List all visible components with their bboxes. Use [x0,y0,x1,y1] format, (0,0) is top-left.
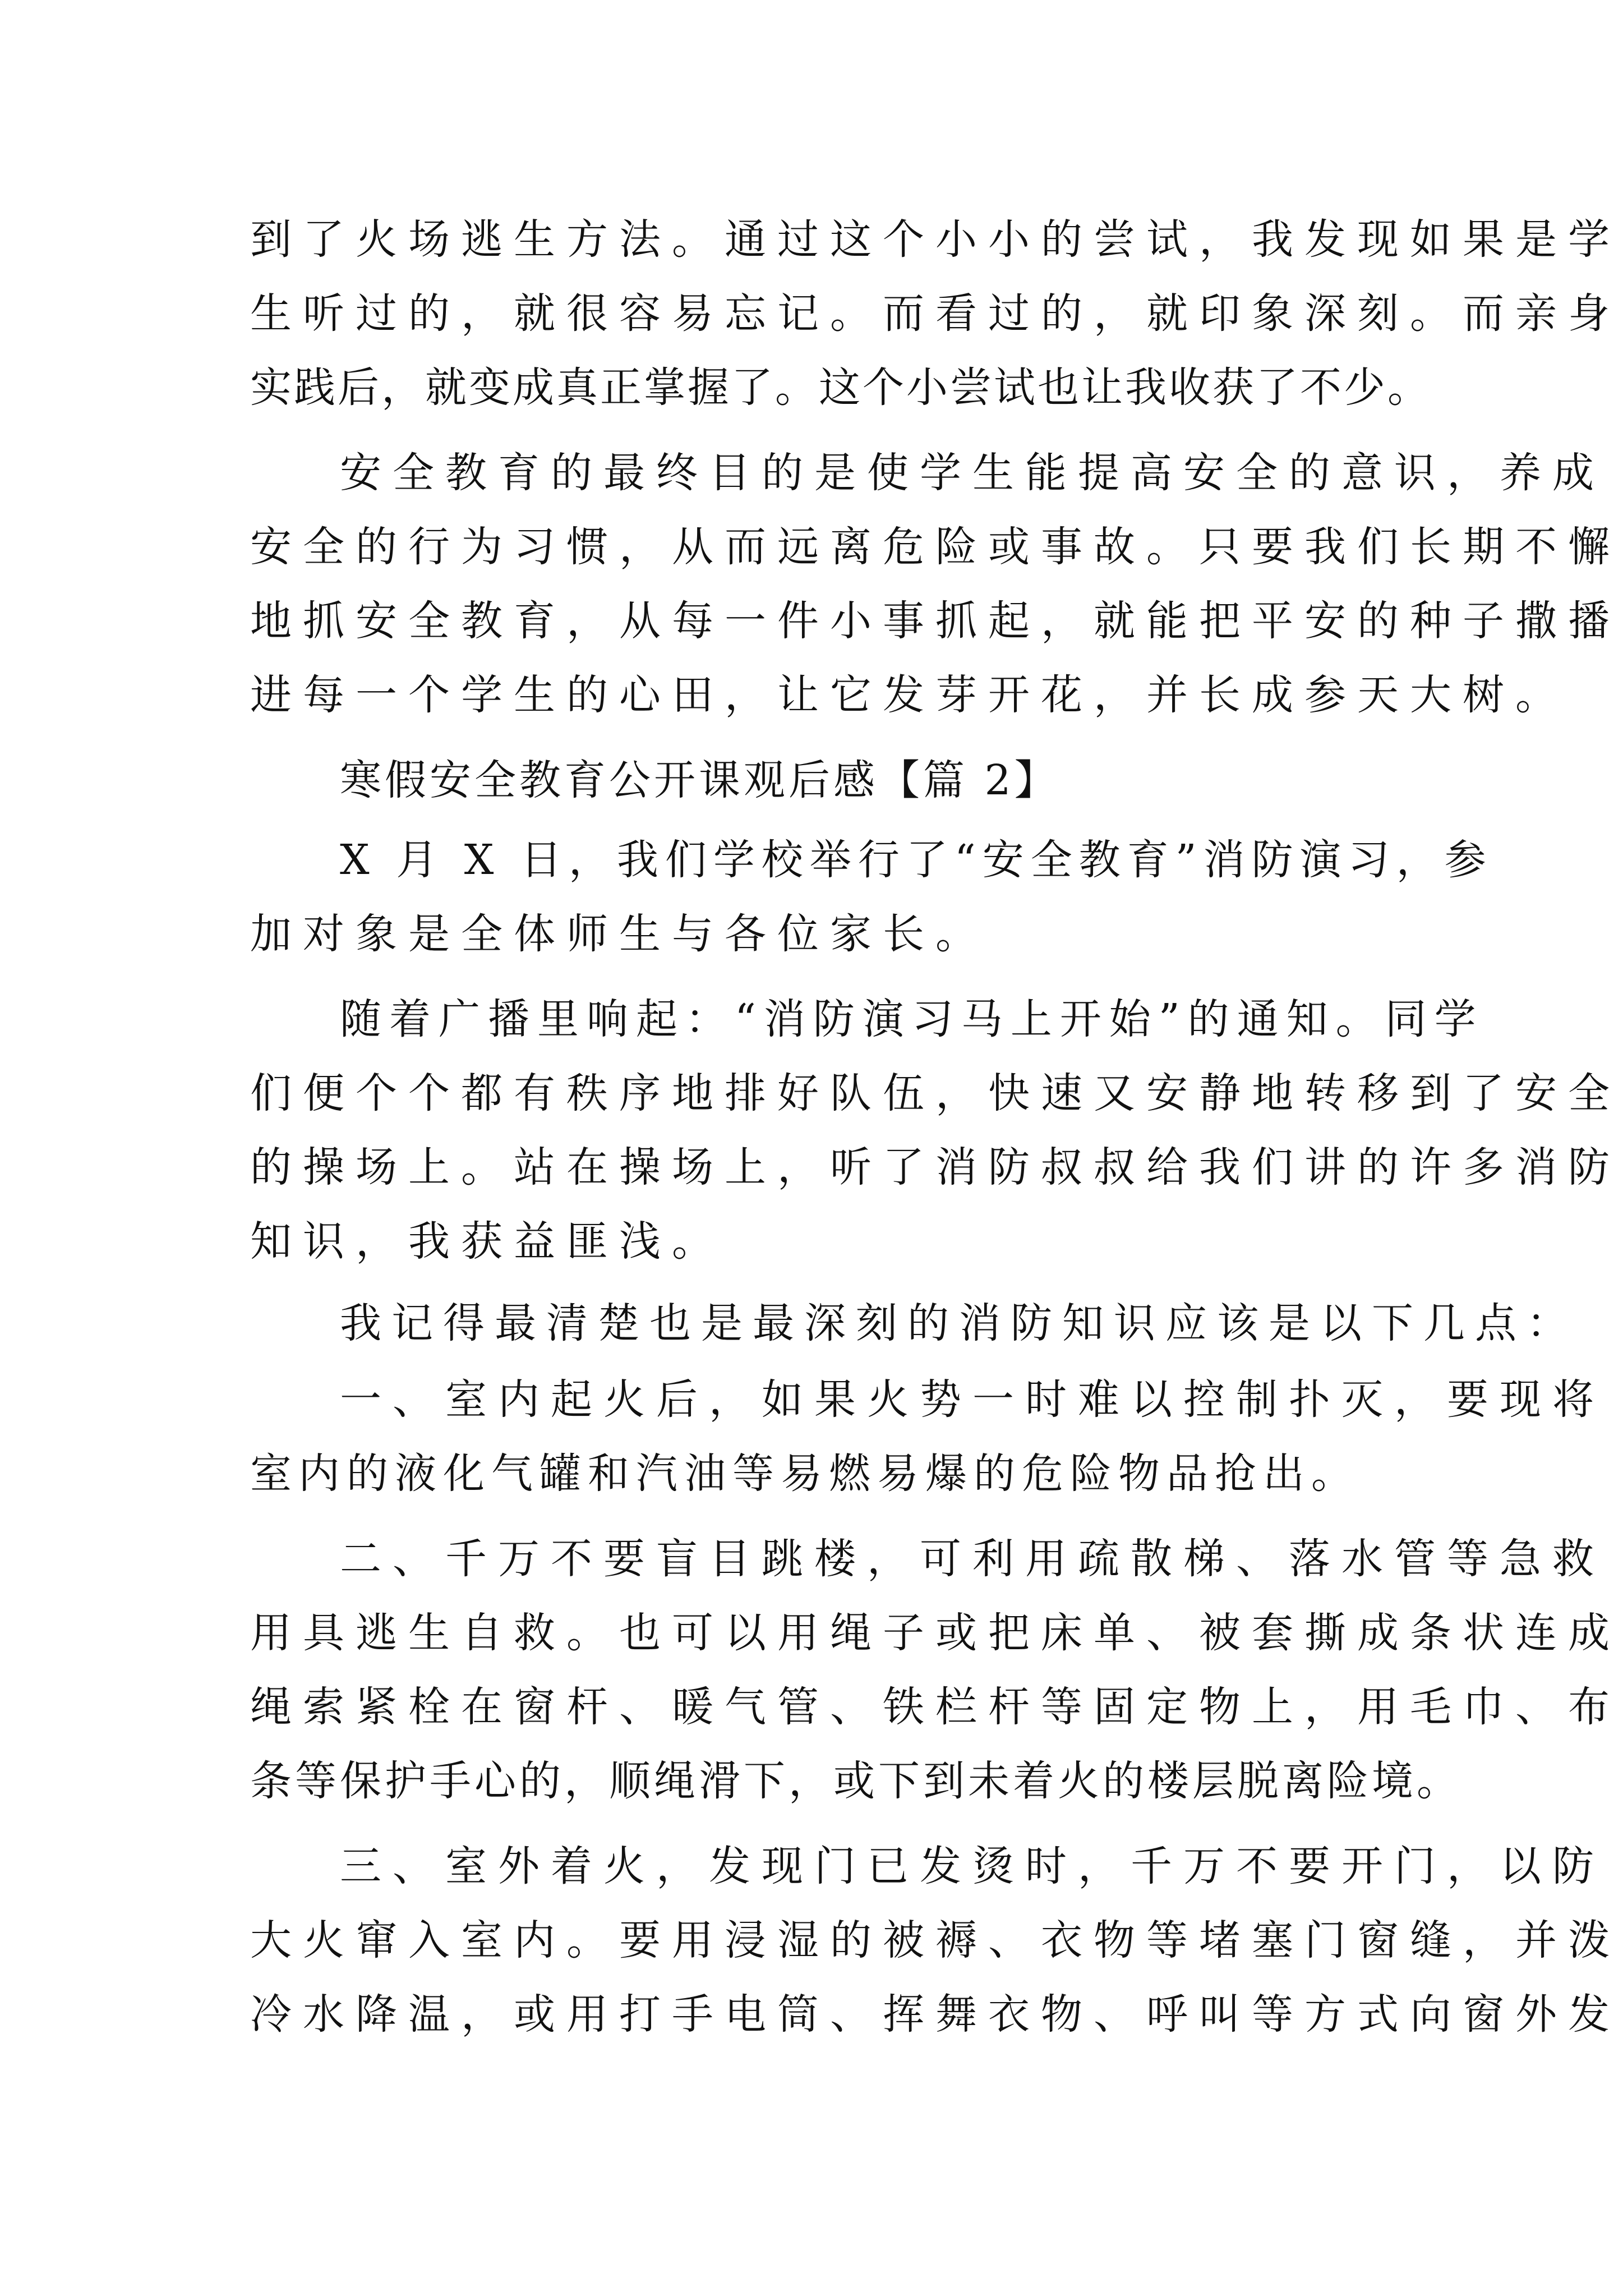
paragraph-start-line: 三、室外着火，发现门已发烫时，千万不要开门，以防 [340,1842,1605,1890]
paragraph-start-line: 一、室内起火后，如果火势一时难以控制扑灭，要现将 [340,1375,1605,1424]
text-line: 知识，我获益匪浅。 [250,1217,725,1266]
paragraph-start-line: X 月 X 日，我们学校举行了“安全教育”消防演习，参 [340,836,1493,884]
text-line: 到了火场逃生方法。通过这个小小的尝试，我发现如果是学 [250,215,1621,264]
text-line: 加对象是全体师生与各位家长。 [250,910,988,958]
text-line: 实践后，就变成真正掌握了。这个小尝试也让我收获了不少。 [250,364,1431,412]
text-line: 用具逃生自救。也可以用绳子或把床单、被套撕成条状连成 [250,1609,1621,1657]
text-line: 安全的行为习惯，从而远离危险或事故。只要我们长期不懈 [250,523,1621,571]
paragraph-start-line: 我记得最清楚也是最深刻的消防知识应该是以下几点： [340,1299,1578,1347]
paragraph-start-line: 安全教育的最终目的是使学生能提高安全的意识，养成 [340,449,1605,497]
text-line: 绳索紧栓在窗杆、暖气管、铁栏杆等固定物上，用毛巾、布 [250,1683,1621,1731]
text-line: 们便个个都有秩序地排好队伍，快速又安静地转移到了安全 [250,1069,1621,1117]
text-line: 冷水降温，或用打手电筒、挥舞衣物、呼叫等方式向窗外发 [250,1990,1621,2039]
text-line: 地抓安全教育，从每一件小事抓起，就能把平安的种子撒播 [250,597,1621,645]
text-line: 条等保护手心的，顺绳滑下，或下到未着火的楼层脱离险境。 [250,1757,1461,1805]
paragraph-start-line: 二、千万不要盲目跳楼，可利用疏散梯、落水管等急救 [340,1535,1605,1583]
text-line: 生听过的，就很容易忘记。而看过的，就印象深刻。而亲身 [250,289,1621,338]
text-line: 进每一个学生的心田，让它发芽开花，并长成参天大树。 [250,671,1568,719]
text-line: 室内的液化气罐和汽油等易燃易爆的危险物品抢出。 [250,1450,1359,1498]
text-line: 大火窜入室内。要用浸湿的被褥、衣物等堵塞门窗缝，并泼 [250,1916,1621,1964]
paragraph-start-line: 随着广播里响起：“消防演习马上开始”的通知。同学 [340,995,1484,1043]
text-line: 的操场上。站在操场上，听了消防叔叔给我们讲的许多消防 [250,1143,1621,1191]
section-heading: 寒假安全教育公开课观后感【篇 2】 [340,756,1059,804]
